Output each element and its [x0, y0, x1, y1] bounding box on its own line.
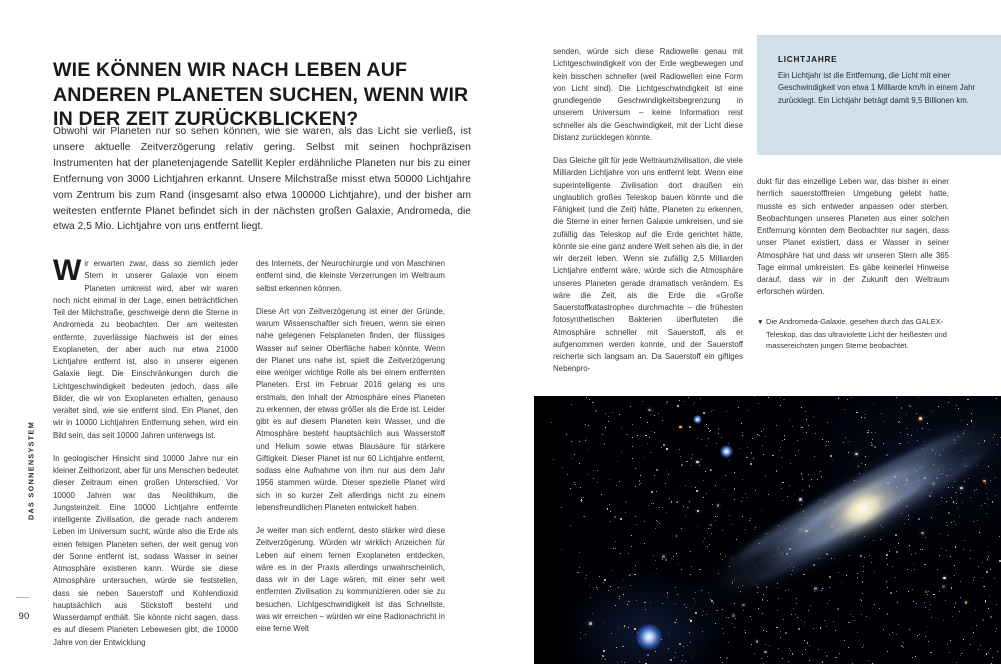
- section-running-head: DAS SONNENSYSTEM: [26, 420, 36, 521]
- column2-paragraph-3: Je weiter man sich entfernt, desto stärker wird diese Zeitverzögerung. Würden wir wirklich Anzeichen für Leben auf einem fernen Exoplaneten entdecken, wäre es in der Praxis allerdings unwahrscheinlich, dass wir in der Lage wären, mit einer sehr weit entfernten Zivilisation zu kommunizieren oder sie zu besuchen. Lichtgeschwindigkeit ist das Schnellste, was wir erreichen – würden wir eine Radionachricht in eine ferne Welt: [256, 526, 445, 633]
- column3-paragraph-1: senden, würde sich diese Radiowelle genau mit Lichtgeschwindigkeit von der Erde wegbewegen und kein bisschen schneller (weil Radiowellen eine Form von Licht sind). Die Lichtgeschwindigkeit ist eine grundlegende Geschwindigkeitsbegrenzung in unserem Universum – keine Information reist schneller als die Geschwindigkeit, mit der Licht diese Distanz zurücklegen könnte.: [553, 47, 743, 142]
- rail-divider: [16, 597, 29, 598]
- callout-body: Ein Lichtjahr ist die Entfernung, die Licht mit einer Geschwindigkeit von etwa 1 Milliarde km/h in einem Jahr zurücklegt. Ein Lichtjahr beträgt damit 9,5 Billionen km.: [778, 71, 976, 105]
- column1-paragraph-1-text: ir erwarten zwar, dass so ziemlich jeder Stern in unserer Galaxie von einem Planeten umkreist wird, aber wir waren noch nicht einmal in der Lage, einen beträchtlichen Teil der Milchstraße, geschweige denn die Sterne in Andromeda zu beobachten. Der am weitesten entfernte, zuverlässige Nachweis ist der eines Exoplaneten, der aber auch nur etwa 21000 Lichtjahre entfernt ist, also in unserer eigenen Galaxie liegt. Die Einschränkungen durch die Lichtgeschwindigkeit bedeuten jedoch, dass alle Bilder, die wir von Exoplaneten erhalten, genauso veraltet sind, wie sie entfernt sind. Ein Planet, den wir in 10000 Lichtjahren Entfernung sehen, wird ein Bild sein, das seit 10000 Jahren unterwegs ist.: [53, 259, 238, 440]
- column2-paragraph-2: Diese Art von Zeitverzögerung ist einer der Gründe, warum Wissenschaftler sich freuen, wenn sie einen nahe gelegenen Felsplaneten finden, der flüssiges Wasser auf seiner Oberfläche haben könnte. Wenn der Planet uns nahe ist, spielt die Zeitverzögerung eine weniger wichtige Rolle als bei einem entfernten Planeten. Erst im Februar 2016 gelang es uns erstmals, den Inhalt der Atmosphäre eines Planeten zu erkennen, der etwas größer als die Erde ist. Leider gibt es auf diesem Planeten kein Wasser, und die Atmosphäre besteht hauptsächlich aus Wasserstoff und Helium sowie etwas Blausäure für stärkere Giftigkeit. Dieser Planet ist nur 60 Lichtjahre entfernt, sodass eine Aufnahme von ihm nur aus dem Jahr 1956 stammen würde. Dieser spezielle Planet wird sich in so kurzer Zeit allerdings nicht zu einem lebensfreundlichen Planeten entwickelt haben.: [256, 306, 445, 512]
- image-left-vignette: [534, 396, 562, 664]
- page-title: WIE KÖNNEN WIR NACH LEBEN AUF ANDEREN PLANETEN SUCHEN, WENN WIR IN DER ZEIT ZURÜCKBLICKEN?: [53, 59, 469, 131]
- body-column-2: [256, 258, 445, 635]
- figure-caption: [757, 316, 966, 352]
- column1-paragraph-1: [53, 254, 238, 442]
- triangle-down-icon: ▼: [757, 319, 764, 326]
- drop-cap: W: [53, 254, 82, 287]
- bright-blue-star-upper: [720, 445, 733, 458]
- intro-paragraph: Obwohl wir Planeten nur so sehen können, wie sie waren, als das Licht sie verließ, ist unsere aktuelle Zeitverzögerung relativ gering. Selbst mit seinen hochpräzisen Instrumenten hat der planetenjagende Satellit Kepler erdähnliche Planeten nur bis zu einer Entfernung von 3000 Lichtjahren erkannt. Unsere Milchstraße misst etwa 50000 Lichtjahre vom Zentrum bis zum Rand (insgesamt also etwa 100000 Lichtjahre), und der bisher am weitesten entfernte Planet befindet sich in der nächsten großen Galaxie, Andromeda, die etwa 2,5 Mio. Lichtjahre von uns entfernt liegt.: [53, 126, 471, 233]
- body-column-4: [757, 176, 949, 299]
- body-column-1: [53, 254, 238, 649]
- bright-blue-star-top: [693, 415, 702, 424]
- lichtjahre-callout-box: [757, 35, 1001, 155]
- side-rail: [0, 0, 46, 648]
- column2-paragraph-1: des Internets, der Neurochirurgie und von Maschinen entfernt sind, die kleinste Verzerrungen im Weltraum selbst erkennen können.: [256, 259, 445, 293]
- body-column-3: [553, 46, 743, 376]
- bright-blue-star-lower-left: [636, 624, 662, 650]
- column4-paragraph-1: dukt für das einzellige Leben war, das bisher in einer herrlich sauerstofffreien Umgebung gelebt hatte, musste es sich entweder anpassen oder sterben. Beobachtungen unseres Planeten aus einer solchen Entfernung könnten dem Beobachter nur sagen, dass unser Planet existiert, dass er Wasser in seiner Atmosphäre hat und dass wir unseren Stern alle 365 Tage einmal umkreisten. Es gäbe keinerlei Hinweise darauf, dass wir in der Zukunft den Weltraum erforschen würden.: [757, 177, 949, 297]
- page-number: 90: [18, 611, 30, 622]
- callout-title: LICHTJAHRE: [778, 55, 838, 64]
- figure-caption-text: Die Andromeda-Galaxie, gesehen durch das GALEX-Teleskop, das das ultraviolette Licht der heißesten und massereichsten jungen Sterne beobachtet.: [766, 317, 947, 351]
- column3-paragraph-2: Das Gleiche gilt für jede Weltraumzivilisation, die viele Milliarden Lichtjahre von uns entfernt lebt. Wenn eine superintelligente Zivilisation dort draußen ein unglaublich großes Teleskop bauen könnte und die Fähigkeit (und die Zeit) hätte, Planeten zu erkennen, die Sterne in einer fernen Galaxie umkreisen, und sie zufällig das Teleskop auf die Erde gerichtet hätte, könnte sie eine ganz andere Welt sehen als die, in der wir derzeit leben. Wenn sie zufällig 2,5 Milliarden Lichtjahre entfernt wäre, würde sich die Atmosphäre unseres Planeten gerade dramatisch verändern. Es wäre die Zeit, als die Erde die «Große Sauerstoffkatastrophe» durchmachte – die frühesten fotosynthetischen Bakterien überfluteten die Atmosphäre schneller mit Sauerstoff, als er aufgenommen werden konnte, und der Sauerstoff reicherte sich langsam an. Da Sauerstoff ein giftiges Nebenpro-: [553, 156, 743, 374]
- andromeda-galaxy-image: [534, 396, 1001, 664]
- column1-paragraph-2: In geologischer Hinsicht sind 10000 Jahre nur ein kleiner Zeithorizont, aber für uns Menschen bedeutet dieser Zeitraum einen großen Unterschied. Vor 10000 Jahren war das Neolithikum, die Jungsteinzeit. Eine 10000 Lichtjahre entfernte intelligente Zivilisation, die gerade nach anderem Leben im Universum sucht, würde also die Erde als einen felsigen Planeten sehen, der weit genug von der Sonne entfernt ist, sodass Wasser in seiner Atmosphäre existieren kann. Würde sie diese Atmosphäre untersuchen, würde sie feststellen, dass sie neben Sauerstoff und Kohlendioxid hauptsächlich aus Stickstoff besteht und Wasserdampf enthält. Sie könnte nicht sagen, dass es auf diesem Planeten Lebewesen gibt, die 10000 Jahre von der Entwicklung: [53, 453, 238, 647]
